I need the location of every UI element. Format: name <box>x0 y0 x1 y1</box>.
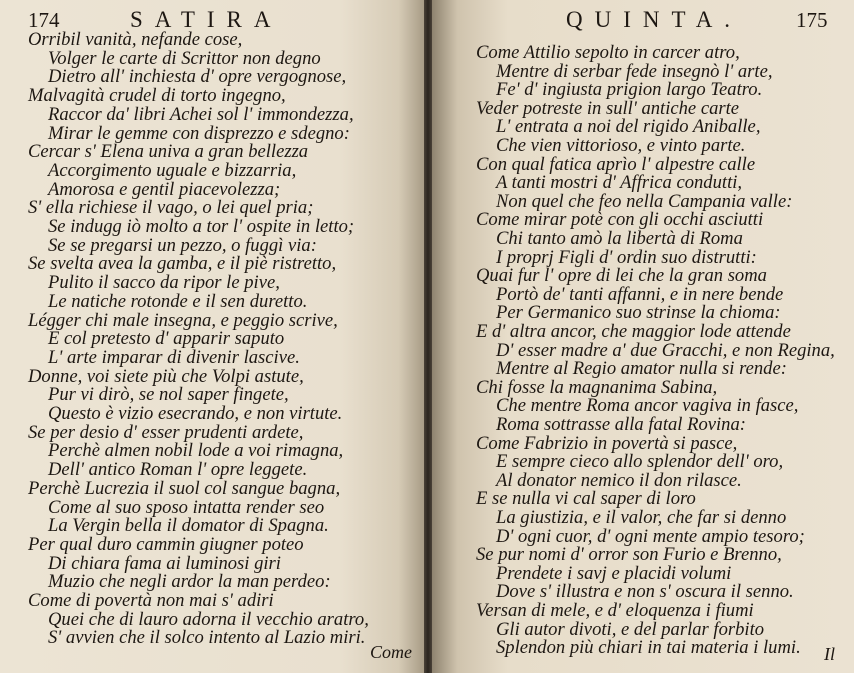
verse-line: E col pretesto d' apparir saputo <box>48 328 285 350</box>
verse-line: Légger chi male insegna, e peggio scrive, <box>28 309 338 331</box>
verse-line: Volger le carte di Scrittor non degno <box>48 47 321 69</box>
page-number: 174 <box>28 8 60 32</box>
verse-line: Questo è vizio esecrando, e non virtute. <box>48 403 343 424</box>
verse-line: Mentre al Regio amator nulla si rende: <box>496 358 787 380</box>
running-head: SATIRA <box>130 7 283 32</box>
verse-line: D' ogni cuor, d' ogni mente ampio tesoro; <box>496 525 805 547</box>
verse-line: I proprj Figli d' ordin suo distrutti: <box>496 246 757 268</box>
verse-line: E sempre cieco allo splendor dell' oro, <box>496 451 784 473</box>
verse-line: Con qual fatica aprìo l' alpestre calle <box>476 153 756 175</box>
verse-line: Come Fabrizio in povertà si pasce, <box>476 432 738 454</box>
running-head: QUINTA. <box>566 7 743 32</box>
verse-line: A tanti mostri d' Affrica condutti, <box>496 172 743 194</box>
verse-line: Se se pregarsi un pezzo, o fuggì via: <box>48 234 317 256</box>
verse-line: Orribil vanità, nefande cose, <box>28 29 243 50</box>
verse-line: Mentre di serbar fede insegnò l' arte, <box>496 60 773 82</box>
verse-line: Come al suo sposo intatta render seo <box>48 496 325 518</box>
verse-line: Al donator nemico il don rilasce. <box>496 469 742 491</box>
right-page-header <box>432 8 854 36</box>
verse-line: Pulito il sacco da ripor le pive, <box>48 272 280 294</box>
verse-line: Roma sottrasse alla fatal Rovina: <box>496 414 746 435</box>
verse-line: Muzio che negli ardor la man perdeo: <box>48 571 331 593</box>
book-gutter <box>424 0 432 673</box>
verse-line: Se indugg iò molto a tor l' ospite in letto; <box>48 216 355 237</box>
verse-line: Raccor da' libri Achei sol l' immondezza, <box>48 103 354 125</box>
verse-line: La giustizia, e il valor, che far si denno <box>496 507 787 528</box>
verse-line: Malvagità crudel di torto ingegno, <box>28 85 286 107</box>
verse-line: Perchè almen nobil lode a voi rimagna, <box>48 440 344 462</box>
verse-line: Mirar le gemme con disprezzo e sdegno: <box>48 122 350 144</box>
verse-line: Se per desio d' esser prudenti ardete, <box>28 421 304 443</box>
verse-line: Di chiara fama ai luminosi giri <box>48 552 281 574</box>
verse-line: Splendon più chiari in tai materia i lumi. <box>496 637 801 659</box>
verse-line: Accorgimento uguale e bizzarria, <box>48 159 297 181</box>
verse-line: Versan di mele, e d' eloquenza i fiumi <box>476 600 754 621</box>
verse-line: Veder potreste in sull' antiche carte <box>476 97 740 119</box>
catchword: Come <box>370 642 412 662</box>
verse-line: Come mirar potè con gli occhi asciutti <box>476 209 764 231</box>
verse-line: E d' altra ancor, che maggior lode attende <box>476 321 791 342</box>
verse-line: L' arte imparar di divenir lascive. <box>48 346 300 368</box>
verse-line: Gli autor divoti, e del parlar forbito <box>496 618 765 640</box>
verse-line: Come Attilio sepolto in carcer atro, <box>476 42 740 63</box>
verse-line: Perchè Lucrezia il suol col sangue bagna, <box>28 477 341 499</box>
verse-line: E se nulla vi cal saper di loro <box>476 488 696 510</box>
verse-line: Pur vi dirò, se nol saper fingete, <box>48 384 289 406</box>
verse-line: L' entrata a noi del rigido Aniballe, <box>496 116 761 138</box>
right-page <box>432 0 854 673</box>
verse-line: La Vergin bella il domator di Spagna. <box>48 515 329 537</box>
verse-line: Che vien vittorioso, e vinto parte. <box>496 135 746 156</box>
verse-line: Chi fosse la magnanima Sabina, <box>476 376 718 398</box>
verse-line: Chi tanto amò la libertà di Roma <box>496 228 743 249</box>
verse-line: D' esser madre a' due Gracchi, e non Regina, <box>496 339 835 361</box>
verse-line: Dove s' illustra e non s' oscura il senno. <box>496 581 794 603</box>
verse-line: Se svelta avea la gamba, e il piè ristretto, <box>28 253 337 275</box>
verse-line: Come di povertà non mai s' adiri <box>28 590 274 611</box>
verse-line: Le natiche rotonde e il sen duretto. <box>48 290 308 312</box>
verse-line: Amorosa e gentil piacevolezza; <box>48 178 281 200</box>
left-page <box>0 0 424 673</box>
verse-line: Portò de' tanti affanni, e in nere bende <box>496 283 784 305</box>
catchword: Il <box>824 644 835 664</box>
verse-line: Per qual duro cammin giugner poteo <box>28 533 304 555</box>
verse-line: Per Germanico suo strinse la chioma: <box>496 302 781 324</box>
page-number: 175 <box>796 8 828 32</box>
verse-line: Donne, voi siete più che Volpi astute, <box>28 365 304 387</box>
verse-line: S' avvien che il solco intento al Lazio miri. <box>48 627 366 649</box>
verse-line: Dell' antico Roman l' opre leggete. <box>48 459 308 481</box>
verse-line: Fe' d' ingiusta prigion largo Teatro. <box>496 79 763 101</box>
verse-line: Dietro all' inchiesta d' opre vergognose, <box>48 66 347 88</box>
verse-line: Se pur nomi d' orror son Furio e Brenno, <box>476 544 782 566</box>
verse-line: Quai fur l' opre di lei che la gran soma <box>476 265 767 287</box>
verse-line: Quei che di lauro adorna il vecchio aratro, <box>48 608 369 630</box>
verse-line: Non quel che feo nella Campania valle: <box>496 190 793 212</box>
verse-line: S' ella richiese il vago, o lei quel pria; <box>28 197 314 219</box>
verse-line: Che mentre Roma ancor vagiva in fasce, <box>496 395 799 417</box>
verse-line: Cercar s' Elena univa a gran bellezza <box>28 141 309 163</box>
verse-line: Prendete i savj e placidi volumi <box>496 562 732 584</box>
